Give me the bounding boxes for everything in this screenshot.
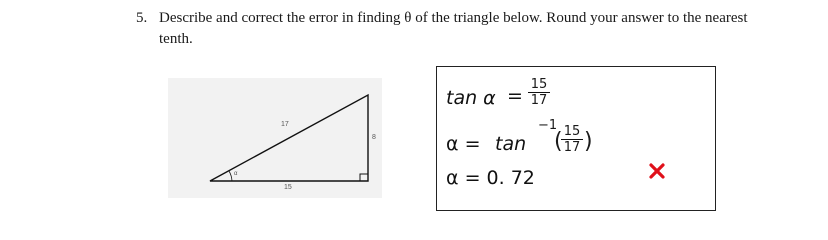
fraction-denominator: 17 xyxy=(563,140,581,155)
work-line2-fraction xyxy=(561,125,583,154)
problem-number: 5. xyxy=(136,10,148,26)
angle-label: α xyxy=(234,171,238,177)
triangle-shape xyxy=(210,95,368,181)
problem-text: Describe and correct the error in finding θ of the triangle below. Round your answer to the nearest tenth. xyxy=(159,10,748,47)
angle-arc xyxy=(229,171,232,181)
incorrect-x-icon xyxy=(649,163,665,179)
work-line1-lhs: tan α xyxy=(446,87,496,109)
adjacent-label: 15 xyxy=(284,184,292,191)
fraction-numerator: 15 xyxy=(563,124,581,139)
opposite-label: 8 xyxy=(372,134,376,141)
work-line2-exponent: −1 xyxy=(538,118,558,133)
left-paren: ( xyxy=(554,129,563,154)
work-line1-fraction xyxy=(528,78,550,107)
triangle-diagram xyxy=(168,78,382,198)
work-line2-lhs: α = xyxy=(446,133,481,155)
work-line2-fn: tan xyxy=(495,133,527,155)
fraction-numerator: 15 xyxy=(530,77,548,92)
work-line3: α = 0. 72 xyxy=(446,167,535,189)
triangle-figure xyxy=(168,78,382,198)
student-work-box xyxy=(436,66,716,211)
work-line1-equals: = xyxy=(507,85,523,107)
fraction-denominator: 17 xyxy=(530,93,548,108)
right-paren: ) xyxy=(584,129,593,154)
right-angle-marker xyxy=(360,174,368,181)
hypotenuse-label: 17 xyxy=(281,121,289,128)
